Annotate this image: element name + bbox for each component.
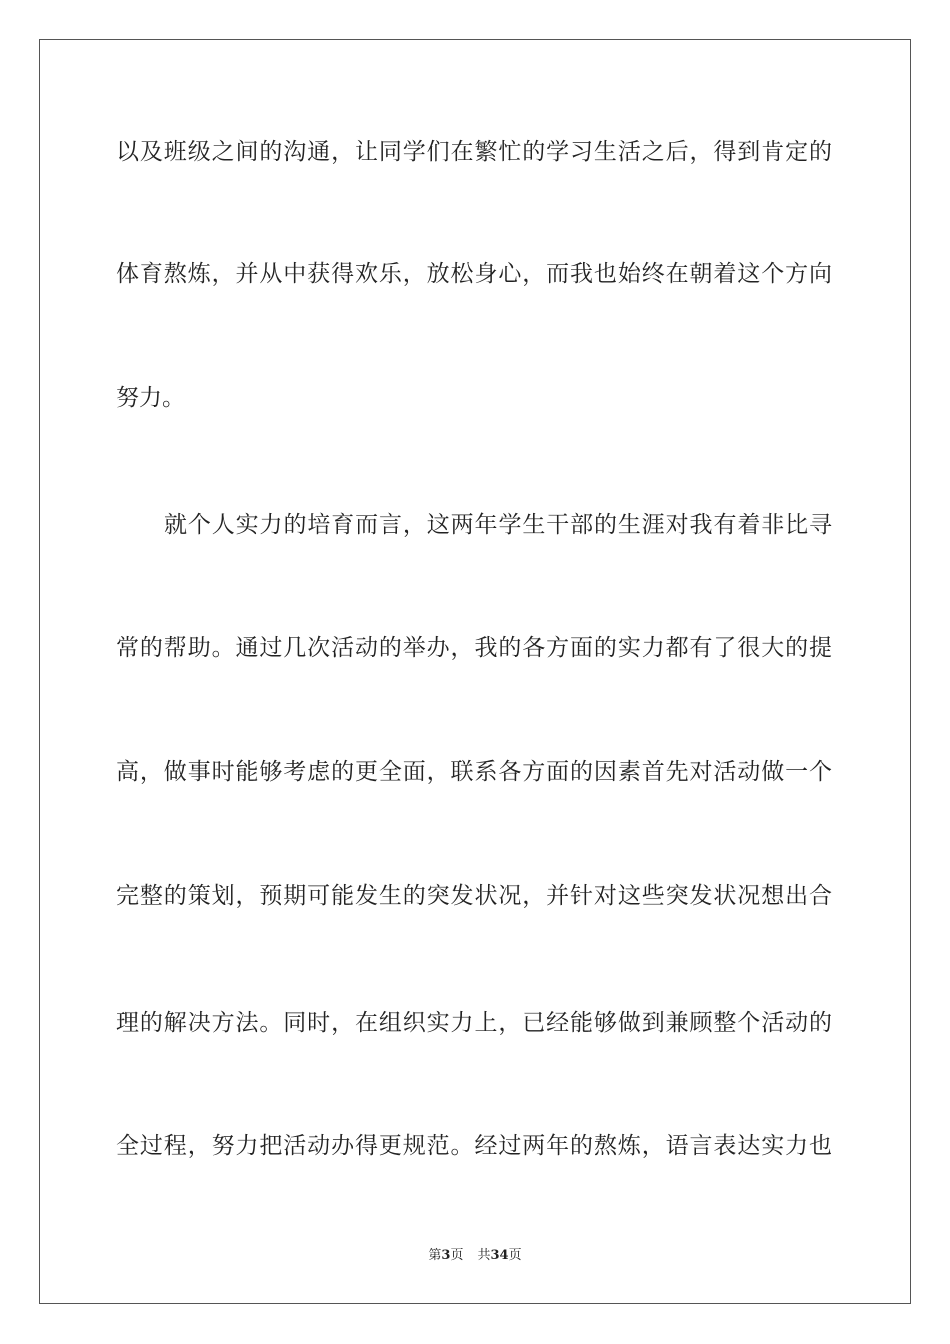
page-number: 3 <box>441 1248 451 1263</box>
page-prefix: 第 <box>428 1248 442 1263</box>
text-line: 体育熬炼，并从中获得欢乐，放松身心，而我也始终在朝着这个方向 <box>116 261 832 287</box>
text-line: 完整的策划，预期可能发生的突发状况，并针对这些突发状况想出合 <box>116 883 832 909</box>
total-suffix: 页 <box>508 1248 522 1263</box>
paragraph-first-line: 就个人实力的培育而言，这两年学生干部的生涯对我有着非比寻 <box>164 512 832 538</box>
page-suffix: 页 <box>450 1248 464 1263</box>
page-border <box>39 39 911 1304</box>
text-line: 全过程，努力把活动办得更规范。经过两年的熬炼，语言表达实力也 <box>116 1133 832 1159</box>
total-prefix: 共 <box>477 1248 491 1263</box>
text-line: 努力。 <box>116 385 185 411</box>
text-line: 常的帮助。通过几次活动的举办，我的各方面的实力都有了很大的提 <box>116 635 832 661</box>
text-line: 高，做事时能够考虑的更全面，联系各方面的因素首先对活动做一个 <box>116 759 832 785</box>
page-footer <box>0 1248 950 1264</box>
text-line: 理的解决方法。同时，在组织实力上，已经能够做到兼顾整个活动的 <box>116 1010 832 1036</box>
text-line: 以及班级之间的沟通，让同学们在繁忙的学习生活之后，得到肯定的 <box>116 139 832 165</box>
total-pages: 34 <box>490 1248 509 1263</box>
